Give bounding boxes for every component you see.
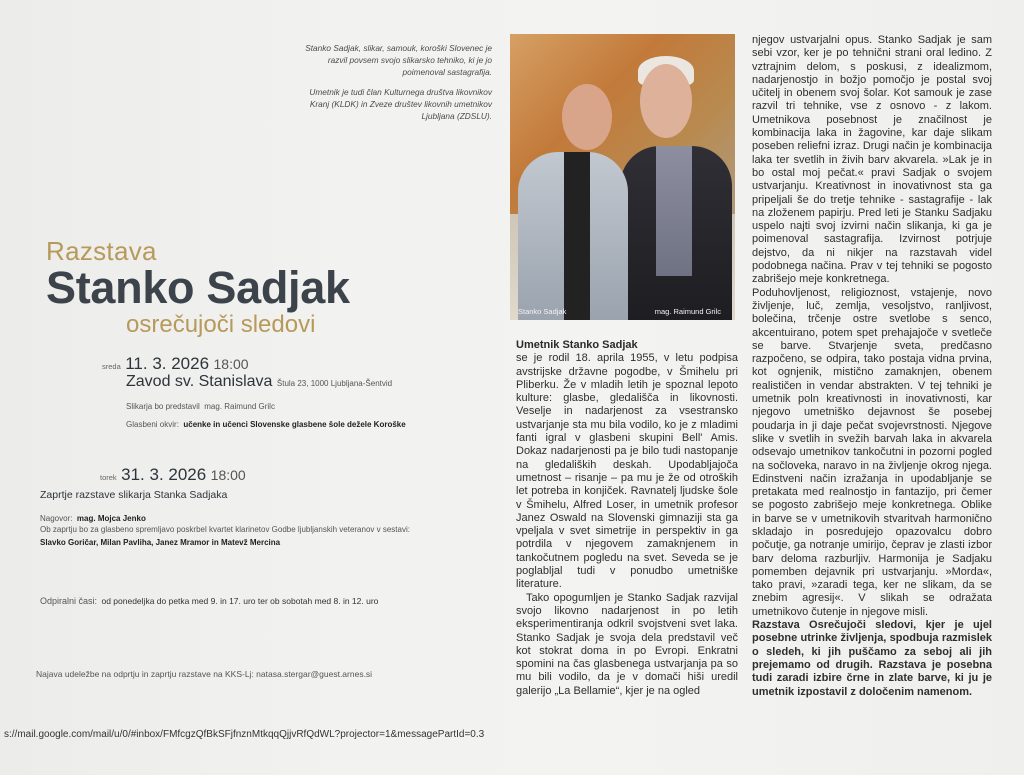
event2-date: 31. 3. 2026 [121, 465, 207, 484]
event2-speaker-line [40, 508, 146, 526]
article-column-3 [752, 34, 992, 699]
event2-date-line [100, 465, 246, 485]
event1-music-line [126, 414, 406, 432]
event1-presenter-label: Slikarja bo predstavil [126, 402, 200, 411]
print-url: s://mail.google.com/mail/u/0/#inbox/FMfcgzQfBkSFjfnznMtkqqQjjvRfQdWL?projector=1&messagePartId=0.3 [4, 729, 485, 740]
page-subtitle: osrečujoči sledovi [126, 311, 316, 338]
event2-speaker-label: Nagovor: [40, 514, 73, 523]
article-column-2 [516, 339, 738, 698]
page-title: Stanko Sadjak [46, 262, 350, 313]
event1-venue: Zavod sv. Stanislava [126, 373, 273, 390]
exhibition-label: Razstava [46, 236, 157, 266]
event1-address: Štula 23, 1000 Ljubljana-Šentvid [276, 379, 393, 388]
intro-text [296, 42, 492, 130]
artist-photo [510, 34, 735, 320]
event1-time: 18:00 [213, 356, 249, 372]
event1-date-line [102, 354, 249, 374]
event2-time: 18:00 [210, 467, 246, 483]
article-col3-paragraph-1: njegov ustvarjalni opus. Stanko Sadjak je sam sebi vzor, ker je po tehnični strani oral ledino. Z vztrajnim delom, s poskusi, z idealizmom, nadarjenostjo in božjo pomočjo je postal svoj učitelj in obenem svoj šolar. Kot samouk je zase razvil tri tehnike, vse z osnovo - z lakom. Umetnikova posebnost je značilnost je kombinacija laka in žagovine, kar daje slikam poseben reliefni izraz. Drugi način je kombinacija laka ter svetlih in živih barv akvarela. »Lak je in bo ostal moj pečat.« pravi Sadjak o svojem ustvarjanju. Kreativnost in inovativnost sta ga pripeljali še do tretje tehnike - sastagrafije - lak na zloženem papirju. Pred leti je Stanku Sadjaku uspelo najti svoj izvirni način slikanja, ki ga je poimenoval sastagrafija. Izvirnost potrjuje dejstvo, da ni nikjer na razstavah videl podobnega načina. Prav v tej tehniki se pogosto zabrišejo meje konkretnega. [752, 34, 992, 286]
event2-quartet-note: Ob zaprtju bo za glasbeno spremljavo poskrbel kvartet klarinetov Godbe ljubljanskih veteranov v sestavi: [40, 525, 410, 534]
event2-day: torek [100, 473, 117, 482]
photo-caption-left: Stanko Sadjak [518, 307, 567, 316]
intro-paragraph-1: Stanko Sadjak, slikar, samouk, koroški Slovenec je razvil povsem svojo slikarsko tehniko, ki je jo poimenoval sastagrafija. [305, 43, 492, 77]
opening-hours [40, 591, 378, 609]
event1-venue-line [126, 373, 392, 391]
opening-hours-value: od ponedeljka do petka med 9. in 17. uro ter ob sobotah med 8. in 12. uro [101, 596, 379, 606]
event1-music-label: Glasbeni okvir: [126, 420, 179, 429]
event2-quartet: Slavko Goričar, Milan Pavliha, Janez Mramor in Matevž Mercina [40, 538, 281, 547]
event2-speaker: mag. Mojca Jenko [76, 514, 146, 523]
opening-hours-label: Odpiralni časi: [40, 596, 98, 606]
event1-presenter-line [126, 396, 275, 414]
article-heading: Umetnik Stanko Sadjak [516, 339, 638, 351]
event1-presenter: mag. Raimund Grilc [204, 402, 275, 411]
event1-date: 11. 3. 2026 [125, 354, 210, 373]
intro-paragraph-2: Umetnik je tudi član Kulturnega društva likovnikov Kranj (KLDK) in Zveze društev likovnih umetnikov Ljubljana (ZDSLU). [309, 87, 492, 121]
contact-line: Najava udeležbe na odprtju in zaprtju razstave na KKS-Lj: natasa.stergar@guest.arnes.si [36, 669, 373, 679]
article-col2-paragraph-2: Tako opogumljen je Stanko Sadjak razvijal svojo likovno nadarjenost in po letih eksperimentiranja odkril svojstveni svet laka. Stanko Sadjak je svoja dela predstavil več kot stokrat doma in po Evropi. Enkratni spomini na čas glasbenega ustvarjanja pa so mu bili vodilo, da je v domači hiši uredil galerijo „La Bellamie“, kjer je na ogled [516, 591, 738, 697]
photo-caption-right: mag. Raimund Grilc [654, 307, 721, 316]
event2-name: Zaprtje razstave slikarja Stanka Sadjaka [40, 489, 228, 501]
article-col3-paragraph-2: Poduhovljenost, religioznost, vstajenje, novo življenje, luč, zemlja, vesoljstvo, ranljivost, bolečina, trčenje ostre svetlobe s senco, akcentuirano, potem spet prehajajoče v svetleče se barve. Stvarjenje sveta, predčasno razpočeno, se odpira, tako postaja vidna prvina, kot ognjenik, mistično zamaknjen, obenem realističen in vendar abstrakten. V tej tehniki je umetnik poln kreativnosti in inovativnosti, kar njegovo umetniško dejavnost še posebej poudarja in ji daje pečat svojevrstnosti. Njegove slike v svetlih in svežih barvah laka in akvarela odsevajo umetnikov tankočutni in pozorni pogled na sočloveka, naravo in na življenje okrog njega. Edinstveni način izražanja in upodabljanje se pretakata med realnostjo in fantazijo, pri čemer se pogosto zabrišejo meje konkretnega. Oblike in barve se v umetnikovih stvaritvah harmonično skladajo in posredujejo opazovalcu dobro počutje, ga notranje umirijo, čeprav je zlasti izbor barv deloma razburljiv. Harmonija je Sadjaku pomemben dejavnik pri ustvarjanju. »Morda«, tako pravi, »zaradi tega, ker ne slikam, da se znebim agresij«. V slikah se odražata umetnikovo čutenje in njegove misli. [752, 286, 992, 618]
event1-music: učenke in učenci Slovenske glasbene šole dežele Koroške [183, 420, 406, 429]
event1-day: sreda [102, 362, 121, 371]
article-col3-paragraph-3: Razstava Osrečujoči sledovi, kjer je ujel posebne utrinke življenja, spodbuja razmislek o sledeh, ki jih puščamo za seboj ali jih prejemamo od drugih. Razstava je posebna tudi zaradi izbire črne in zlate barve, ki ju je umetnik izpostavil z določenim namenom. [752, 619, 992, 698]
article-col2-paragraph-1: se je rodil 18. aprila 1955, v letu podpisa avstrijske državne pogodbe, v Šmihelu pri Pliberku. Že v mladih letih je spoznal lepoto kulture: glasbe, gledališča in likovnosti. Veselje in nadarjenost za vsestransko ustvarjanje sta mu bila vodilo, ko je z mladimi fanti igral v glasbeni skupini Bell' Amis. Dokaz nadarjenosti pa je bilo tudi nastopanje na gledaliških deskah. Upodabljajoča umetnost – risanje – pa mu je že od otroških let potreba in konjiček. Ravnatelj ljudske šole v Šmihelu, Alfred Loser, in umetnik profesor Janez Oswald na Slovenski gimnaziji sta ga vpeljala v svet simetrije in perspektiv in ga potrdila v njegovem zamaknjenem in tankočutnem pogledu na svet. Seveda se je poglabljal tudi v ponudbo umetniške literature. [516, 352, 738, 591]
